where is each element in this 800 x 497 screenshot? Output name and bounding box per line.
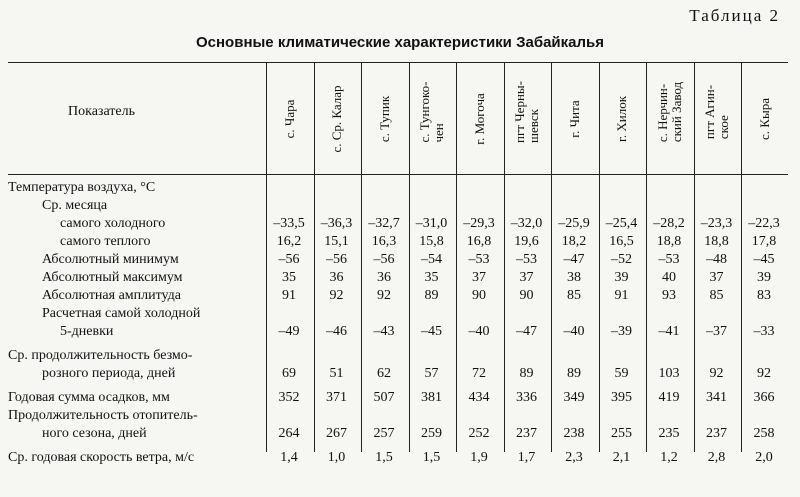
cell-value: 37 — [472, 270, 486, 285]
cell-value: 259 — [421, 426, 442, 441]
cell-value: 18,8 — [704, 234, 729, 249]
station-name: пгт Агин- ское — [702, 84, 732, 140]
cell-value: –45 — [421, 324, 442, 339]
cell-value: 419 — [658, 390, 680, 405]
cell-value: 1,4 — [280, 450, 298, 465]
table-number: Таблица 2 — [689, 6, 780, 25]
cell-value: 2,0 — [755, 450, 773, 465]
cell-value: 51 — [329, 366, 344, 381]
row-label: Продолжительность отопитель- — [8, 408, 198, 423]
indicator-header: Показатель — [68, 104, 135, 119]
row-label: Абсолютная амплитуда — [42, 288, 182, 303]
cell-value: 90 — [519, 288, 534, 303]
cell-value: –48 — [706, 252, 727, 267]
cell-value: –47 — [563, 252, 585, 267]
cell-value: –43 — [373, 324, 395, 339]
row-label: 5-дневки — [60, 324, 114, 339]
station-name: г. Чита — [566, 100, 582, 138]
cell-value: 85 — [567, 288, 581, 303]
cell-value: 72 — [472, 366, 486, 381]
row-label: ного сезона, дней — [42, 426, 147, 441]
cell-value: 381 — [421, 390, 442, 405]
cell-value: 267 — [326, 426, 347, 441]
cell-value: 35 — [424, 270, 439, 285]
cell-value: 235 — [658, 426, 680, 441]
cell-value: 90 — [472, 288, 486, 303]
cell-value: 1,0 — [327, 450, 346, 465]
cell-value: –46 — [326, 324, 347, 339]
cell-value: 59 — [614, 366, 629, 381]
cell-value: 1,5 — [375, 450, 393, 465]
cell-value: 16,5 — [609, 234, 634, 249]
station-header — [409, 72, 457, 164]
station-name: пгт Черны- шевск — [512, 81, 542, 143]
cell-value: 92 — [709, 366, 724, 381]
top-rule — [8, 62, 788, 63]
cell-value: 39 — [757, 270, 771, 285]
cell-value: 16,3 — [371, 234, 397, 249]
cell-value: 252 — [468, 426, 490, 441]
cell-value: 336 — [516, 390, 537, 405]
cell-value: 69 — [282, 366, 296, 381]
cell-value: –31,0 — [415, 216, 448, 231]
cell-value: 91 — [282, 288, 296, 303]
cell-value: 258 — [753, 426, 775, 441]
cell-value: 18,2 — [561, 234, 587, 249]
cell-value: 237 — [516, 426, 537, 441]
cell-value: 1,7 — [517, 450, 536, 465]
cell-value: 92 — [377, 288, 391, 303]
cell-value: 85 — [709, 288, 724, 303]
cell-value: 507 — [373, 390, 395, 405]
cell-value: 103 — [658, 366, 680, 381]
cell-value: 89 — [567, 366, 581, 381]
cell-value: 352 — [278, 390, 300, 405]
cell-value: –56 — [373, 252, 395, 267]
cell-value: 16,8 — [466, 234, 492, 249]
cell-value: 15,1 — [324, 234, 349, 249]
station-name: г. Могоча — [471, 93, 487, 145]
cell-value: 57 — [424, 366, 439, 381]
station-header — [266, 72, 314, 164]
cell-value: 237 — [706, 426, 727, 441]
cell-value: –32,7 — [368, 216, 400, 231]
station-name: с. Нерчин- ский Завод — [654, 81, 684, 143]
row-label: Расчетная самой холодной — [42, 306, 201, 321]
cell-value: 366 — [753, 390, 775, 405]
station-header — [314, 72, 362, 164]
station-header — [741, 72, 789, 164]
cell-value: 91 — [614, 288, 629, 303]
cell-value: –33 — [753, 324, 775, 339]
cell-value: 255 — [611, 426, 632, 441]
cell-value: 40 — [662, 270, 676, 285]
cell-value: –25,9 — [558, 216, 590, 231]
cell-value: –49 — [278, 324, 300, 339]
cell-value: –28,2 — [653, 216, 685, 231]
station-header — [551, 72, 599, 164]
table-title: Основные климатические характеристики Забайкалья — [195, 34, 604, 51]
row-label: Температура воздуха, °С — [8, 180, 156, 195]
station-header — [361, 72, 409, 164]
cell-value: 2,8 — [707, 450, 726, 465]
station-name: с. Чара — [281, 99, 297, 139]
cell-value: –22,3 — [748, 216, 780, 231]
cell-value: 371 — [326, 390, 347, 405]
row-label: Абсолютный максимум — [42, 270, 183, 285]
cell-value: 15,8 — [419, 234, 444, 249]
station-header — [646, 72, 694, 164]
station-name: с. Тунгоко- чен — [417, 81, 447, 143]
cell-value: 349 — [563, 390, 585, 405]
cell-value: 38 — [567, 270, 581, 285]
cell-value: 341 — [706, 390, 727, 405]
cell-value: 92 — [329, 288, 344, 303]
station-header — [599, 72, 647, 164]
cell-value: 264 — [278, 426, 300, 441]
cell-value: 89 — [424, 288, 439, 303]
cell-value: 19,6 — [514, 234, 539, 249]
cell-value: –25,4 — [605, 216, 638, 231]
cell-value: –47 — [516, 324, 537, 339]
row-label: Абсолютный минимум — [42, 252, 179, 267]
cell-value: 1,9 — [470, 450, 488, 465]
station-header — [456, 72, 504, 164]
cell-value: –40 — [563, 324, 585, 339]
cell-value: 93 — [662, 288, 676, 303]
cell-value: 395 — [611, 390, 632, 405]
cell-value: –53 — [516, 252, 537, 267]
cell-value: 37 — [519, 270, 534, 285]
row-label: розного периода, дней — [42, 366, 176, 381]
row-label: Ср. месяца — [42, 198, 108, 213]
cell-value: –54 — [421, 252, 442, 267]
cell-value: –45 — [753, 252, 775, 267]
cell-value: 37 — [709, 270, 724, 285]
cell-value: 62 — [377, 366, 391, 381]
cell-value: –37 — [706, 324, 727, 339]
header-rule — [8, 174, 788, 175]
cell-value: –23,3 — [700, 216, 733, 231]
cell-value: 1,2 — [660, 450, 678, 465]
cell-value: 36 — [329, 270, 344, 285]
station-name: с. Тупик — [376, 95, 392, 143]
cell-value: 238 — [563, 426, 585, 441]
row-label: самого теплого — [60, 234, 151, 249]
station-name: г. Хилок — [614, 95, 630, 143]
cell-value: 18,8 — [656, 234, 682, 249]
cell-value: –40 — [468, 324, 490, 339]
cell-value: –29,3 — [463, 216, 495, 231]
cell-value: 1,5 — [422, 450, 441, 465]
cell-value: –53 — [468, 252, 490, 267]
row-label: Ср. годовая скорость ветра, м/с — [8, 450, 195, 465]
row-label: самого холодного — [60, 216, 166, 231]
cell-value: 16,2 — [276, 234, 302, 249]
cell-value: 39 — [614, 270, 629, 285]
station-name: с. Ср. Калар — [329, 85, 345, 153]
cell-value: 89 — [519, 366, 534, 381]
cell-value: –39 — [611, 324, 632, 339]
cell-value: 2,1 — [612, 450, 631, 465]
cell-value: –33,5 — [273, 216, 305, 231]
cell-value: –52 — [611, 252, 632, 267]
cell-value: 257 — [373, 426, 395, 441]
cell-value: –56 — [278, 252, 300, 267]
cell-value: –32,0 — [510, 216, 543, 231]
row-label: Ср. продолжительность безмо- — [8, 348, 193, 363]
cell-value: –56 — [326, 252, 347, 267]
cell-value: 83 — [757, 288, 771, 303]
cell-value: 17,8 — [751, 234, 777, 249]
row-label: Годовая сумма осадков, мм — [8, 390, 170, 405]
cell-value: 2,3 — [565, 450, 583, 465]
cell-value: –41 — [658, 324, 680, 339]
cell-value: 92 — [757, 366, 771, 381]
cell-value: 35 — [282, 270, 296, 285]
cell-value: 36 — [377, 270, 391, 285]
station-header — [504, 72, 552, 164]
cell-value: –53 — [658, 252, 680, 267]
station-name: с. Кыра — [756, 98, 772, 140]
cell-value: –36,3 — [320, 216, 353, 231]
station-header — [694, 72, 742, 164]
cell-value: 434 — [468, 390, 490, 405]
